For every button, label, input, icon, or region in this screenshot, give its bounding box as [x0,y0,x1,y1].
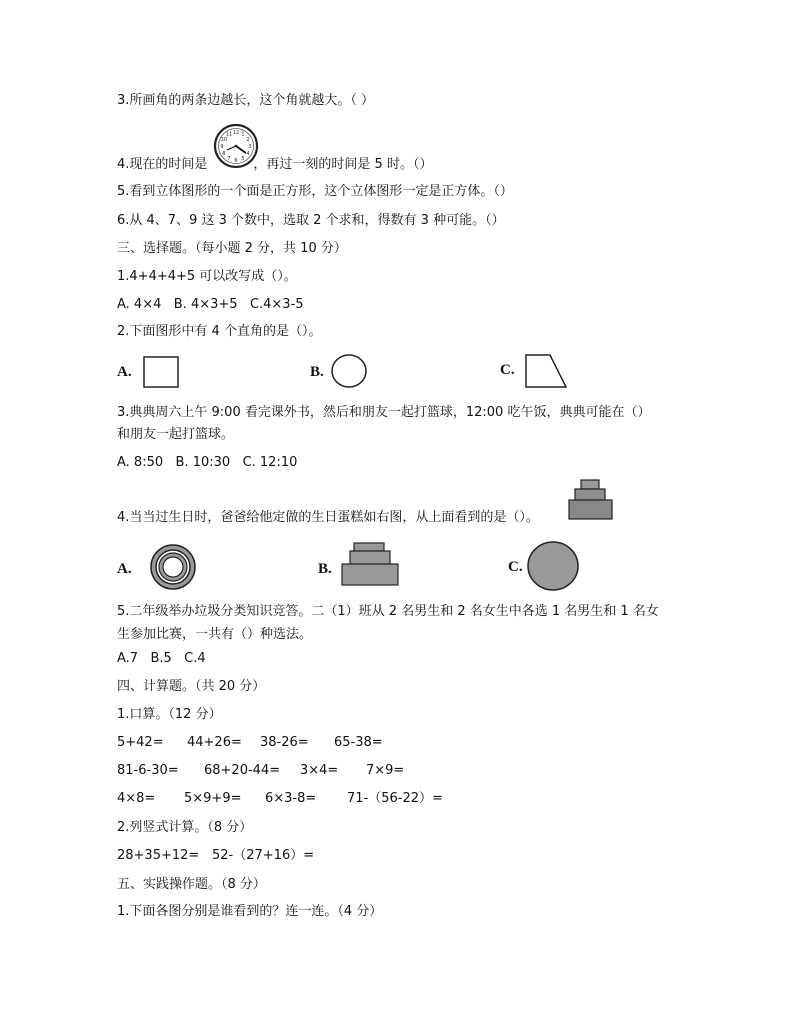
choice-question-1: 1.4+4+4+5 可以改写成（）。 [117,269,297,284]
calc-item: 4×8= [117,791,156,806]
oral-calc-title: 1.口算。（12 分） [117,707,222,722]
q4-option-c-label: C. [508,559,523,575]
tf-question-4-before: 4.现在的时间是 [117,157,208,172]
calc-item: 52-（27+16）= [212,848,315,863]
oral-calc-row-1 [117,734,383,752]
q4-option-b-label: B. [318,561,332,577]
calc-item: 28+35+12= [117,848,200,863]
q2-option-b-label: B. [310,364,324,380]
clock-number: 2 [246,136,250,143]
practice-question-1: 1.下面各图分别是谁看到的？连一连。（4 分） [117,904,383,919]
filled-circle-shape [526,540,580,592]
q2-option-a-label: A. [117,364,132,380]
calc-item: 38-26= [260,735,309,750]
q4-option-a-label: A. [117,561,132,577]
clock-icon [213,123,259,169]
calc-item: 6×3-8= [265,791,317,806]
vertical-calc-row [117,847,314,865]
calc-item: 68+20-44= [204,763,281,778]
oral-calc-row-3 [117,790,443,808]
calc-item: 7×9= [366,763,405,778]
choice-question-1-options: A. 4×4 B. 4×3+5 C.4×3-5 [117,297,304,312]
choice-question-3-options: A. 8:50 B. 10:30 C. 12:10 [117,455,298,470]
choice-question-3-line2: 和朋友一起打篮球。 [117,427,235,442]
cake-image [568,478,614,522]
calc-item: 81-6-30= [117,763,179,778]
tf-question-4-after: ，再过一刻的时间是 5 时。（） [253,157,433,172]
choice-question-2: 2.下面图形中有 4 个直角的是（）。 [117,324,322,339]
calc-item: 71-（56-22）= [347,791,443,806]
calc-item: 44+26= [187,735,242,750]
vertical-calc-title: 2.列竖式计算。（8 分） [117,820,253,835]
clock-number: 3 [248,143,252,150]
section3-title: 三、选择题。（每小题 2 分，共 10 分） [117,241,347,256]
trapezoid-shape [524,353,568,389]
calc-item: 5+42= [117,735,164,750]
tf-question-6: 6.从 4、7、9 这 3 个数中，选取 2 个求和，得数有 3 种可能。（） [117,213,505,228]
clock-number: 5 [241,155,245,162]
calc-item: 5×9+9= [184,791,242,806]
choice-question-4: 4.当当过生日时，爸爸给他定做的生日蛋糕如右图，从上面看到的是（）。 [117,510,539,525]
square-shape [143,356,179,388]
q2-option-c-label: C. [500,362,515,378]
clock-number: 4 [246,150,250,157]
oral-calc-row-2 [117,762,404,780]
clock-number: 12 [232,129,240,136]
section5-title: 五、实践操作题。（8 分） [117,877,266,892]
calc-item: 3×4= [300,763,339,778]
tf-question-4 [117,156,432,174]
choice-question-5-line2: 生参加比赛，一共有（）种选法。 [117,627,313,642]
clock-number: 6 [234,157,238,164]
choice-question-5-options: A.7 B.5 C.4 [117,651,206,666]
choice-question-3-line1: 3.典典周六上午 9:00 看完课外书，然后和朋友一起打篮球，12:00 吃午饭，典典可能在（） [117,405,651,420]
clock-number: 7 [227,155,231,162]
clock-number: 9 [220,143,224,150]
tf-question-3: 3.所画角的两条边越长，这个角就越大。（ ） [117,93,375,108]
stacked-blocks-shape [340,541,400,587]
clock-number: 8 [222,150,226,157]
tf-question-5: 5.看到立体图形的一个面是正方形，这个立体图形一定是正方体。（） [117,184,513,199]
circle-shape [330,353,368,389]
clock-number: 1 [241,131,245,138]
clock-number: 11 [225,131,233,138]
choice-question-5-line1: 5.二年级举办垃圾分类知识竞答。二（1）班从 2 名男生和 2 名女生中各选 1 名男生和 1 名女 [117,604,659,619]
calc-item: 65-38= [334,735,383,750]
concentric-rings-shape [149,543,197,591]
section4-title: 四、计算题。（共 20 分） [117,679,266,694]
clock-number: 10 [220,136,228,143]
